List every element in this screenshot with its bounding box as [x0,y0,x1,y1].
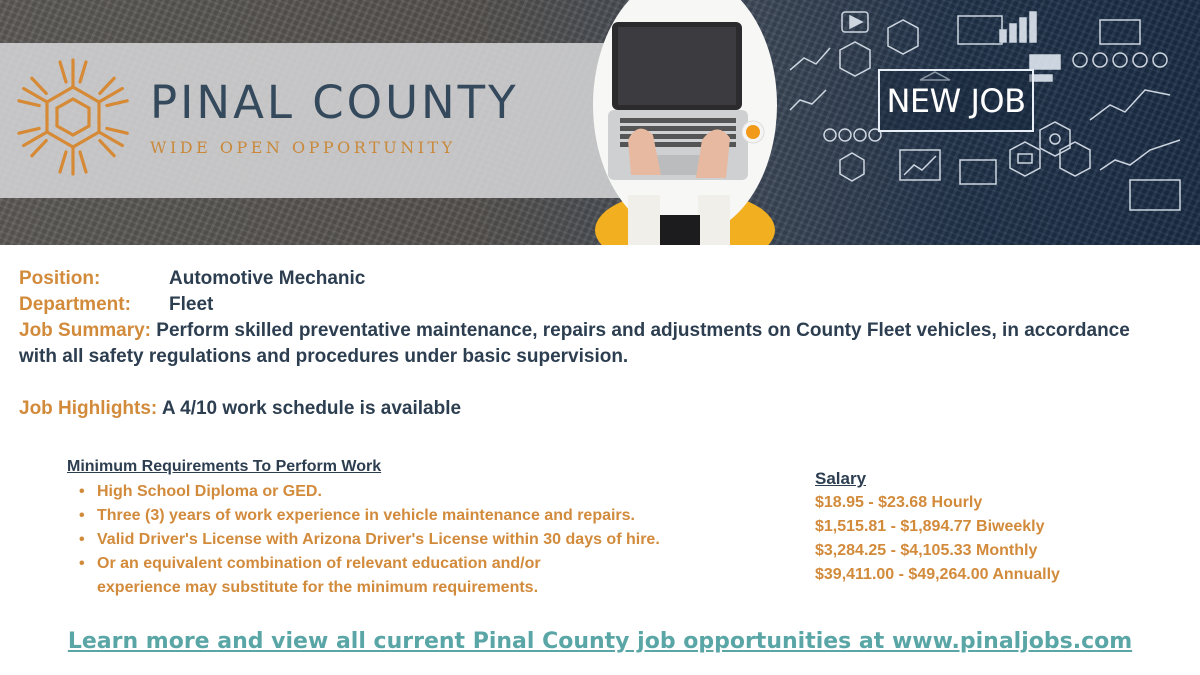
jobs-website-link[interactable]: Learn more and view all current Pinal County job opportunities at www.pinaljobs.com [67,629,1133,654]
list-item [67,480,707,504]
bullet-icon: • [79,507,85,524]
header-banner [0,0,1200,245]
department-row [19,292,1179,318]
position-value: Automotive Mechanic [169,268,366,289]
new-job-text: NEW JOB [886,81,1026,120]
salary-monthly: $3,284.25 - $4,105.33 Monthly [815,542,1038,559]
summary-value: Perform skilled preventative maintenance, repairs and adjustments on County Fleet vehicles, in accordance with all safety regulations and procedures under basic supervision. [19,320,1130,367]
bullet-icon: • [79,531,85,548]
summary-row [19,318,1159,370]
job-details [19,266,1179,422]
bullet-icon: • [79,483,85,500]
requirements-title: Minimum Requirements To Perform Work [67,458,382,475]
position-label: Position: [19,268,101,289]
salary-biweekly: $1,515.81 - $1,894.77 Biweekly [815,518,1045,535]
salary-title: Salary [815,469,867,488]
department-value: Fleet [169,294,214,315]
requirements-list [67,480,707,600]
highlights-value: A 4/10 work schedule is available [161,398,462,419]
requirement-text: Valid Driver's License with Arizona Driver's License within 30 days of hire. [97,531,660,548]
summary-label: Job Summary: [19,320,151,341]
laptop-illustration-icon [590,0,790,245]
sun-logo-icon [8,52,138,182]
salary-annually: $39,411.00 - $49,264.00 Annually [815,566,1060,583]
new-job-badge [878,69,1034,132]
brand-title: PINAL COUNTY [150,76,519,129]
list-item [67,552,572,600]
requirement-text: Or an equivalent combination of relevant education and/or experience may substitute for the minimum requirements. [97,555,541,596]
requirements-section [67,456,707,600]
position-row [19,266,1179,292]
salary-section [815,467,1175,587]
list-item [67,504,707,528]
highlights-label: Job Highlights: [19,398,158,419]
bullet-icon: • [79,555,85,572]
highlights-row [19,396,1179,422]
salary-hourly: $18.95 - $23.68 Hourly [815,494,983,511]
list-item [67,528,707,552]
requirement-text: Three (3) years of work experience in vehicle maintenance and repairs. [97,507,635,524]
brand-tagline: WIDE OPEN OPPORTUNITY [150,138,456,157]
requirement-text: High School Diploma or GED. [97,483,322,500]
department-label: Department: [19,294,131,315]
